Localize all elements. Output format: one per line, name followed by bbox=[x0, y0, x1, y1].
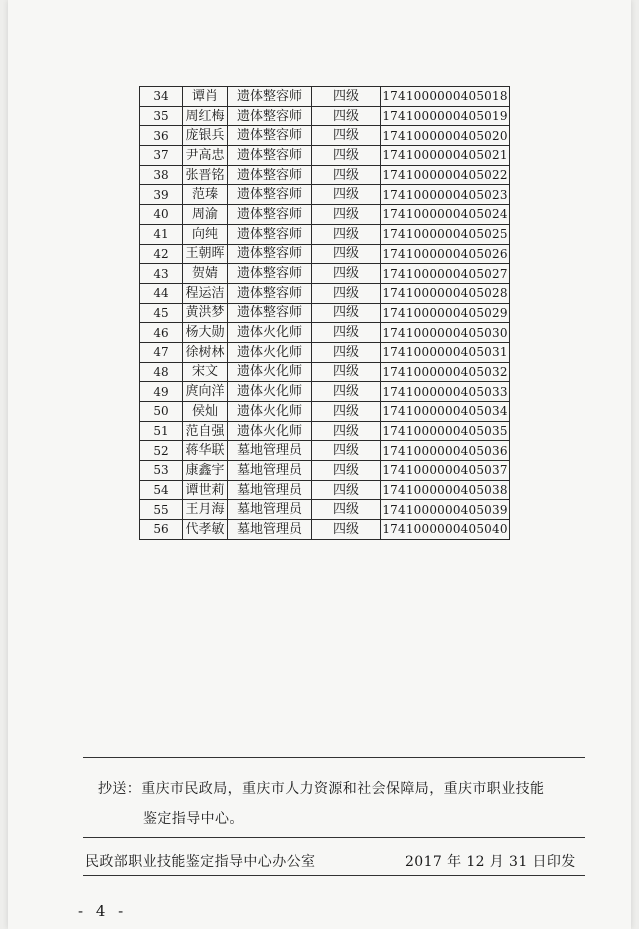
table-row bbox=[140, 205, 510, 225]
skill-level-cell: 四级 bbox=[312, 244, 381, 264]
skill-level-cell: 四级 bbox=[312, 303, 381, 323]
certificate-number-cell: 1741000000405035 bbox=[381, 421, 510, 441]
person-name-cell: 侯灿 bbox=[183, 402, 228, 422]
job-title-cell: 墓地管理员 bbox=[228, 461, 312, 481]
skill-level-cell: 四级 bbox=[312, 480, 381, 500]
skill-level-cell: 四级 bbox=[312, 224, 381, 244]
skill-level-cell: 四级 bbox=[312, 461, 381, 481]
skill-level-cell: 四级 bbox=[312, 362, 381, 382]
person-name-cell: 徐树林 bbox=[183, 342, 228, 362]
certificate-number-cell: 1741000000405036 bbox=[381, 441, 510, 461]
certificate-number-cell: 1741000000405029 bbox=[381, 303, 510, 323]
table-row bbox=[140, 480, 510, 500]
person-name-cell: 尹高忠 bbox=[183, 146, 228, 166]
table-row bbox=[140, 421, 510, 441]
certificate-table bbox=[139, 86, 510, 540]
skill-level-cell: 四级 bbox=[312, 185, 381, 205]
issuer-office: 民政部职业技能鉴定指导中心办公室 bbox=[85, 854, 316, 870]
job-title-cell: 遗体火化师 bbox=[228, 342, 312, 362]
person-name-cell: 谭肖 bbox=[183, 87, 228, 107]
person-name-cell: 王朝晖 bbox=[183, 244, 228, 264]
skill-level-cell: 四级 bbox=[312, 342, 381, 362]
table-row bbox=[140, 520, 510, 540]
row-number-cell: 51 bbox=[140, 421, 183, 441]
row-number-cell: 40 bbox=[140, 205, 183, 225]
table-row bbox=[140, 323, 510, 343]
row-number-cell: 56 bbox=[140, 520, 183, 540]
certificate-number-cell: 1741000000405022 bbox=[381, 165, 510, 185]
person-name-cell: 王月海 bbox=[183, 500, 228, 520]
row-number-cell: 50 bbox=[140, 402, 183, 422]
job-title-cell: 遗体整容师 bbox=[228, 106, 312, 126]
table-row bbox=[140, 500, 510, 520]
row-number-cell: 42 bbox=[140, 244, 183, 264]
issue-date: 2017 年 12 月 31 日印发 bbox=[405, 854, 576, 870]
skill-level-cell: 四级 bbox=[312, 382, 381, 402]
skill-level-cell: 四级 bbox=[312, 500, 381, 520]
person-name-cell: 宋文 bbox=[183, 362, 228, 382]
skill-level-cell: 四级 bbox=[312, 165, 381, 185]
skill-level-cell: 四级 bbox=[312, 264, 381, 284]
person-name-cell: 谭世莉 bbox=[183, 480, 228, 500]
certificate-number-cell: 1741000000405034 bbox=[381, 402, 510, 422]
job-title-cell: 遗体整容师 bbox=[228, 146, 312, 166]
job-title-cell: 遗体整容师 bbox=[228, 165, 312, 185]
table-row bbox=[140, 165, 510, 185]
certificate-number-cell: 1741000000405020 bbox=[381, 126, 510, 146]
row-number-cell: 55 bbox=[140, 500, 183, 520]
skill-level-cell: 四级 bbox=[312, 520, 381, 540]
cc-line-2: 鉴定指导中心。 bbox=[143, 811, 244, 827]
job-title-cell: 遗体整容师 bbox=[228, 283, 312, 303]
row-number-cell: 38 bbox=[140, 165, 183, 185]
certificate-number-cell: 1741000000405039 bbox=[381, 500, 510, 520]
job-title-cell: 遗体整容师 bbox=[228, 87, 312, 107]
row-number-cell: 34 bbox=[140, 87, 183, 107]
job-title-cell: 遗体整容师 bbox=[228, 224, 312, 244]
certificate-number-cell: 1741000000405027 bbox=[381, 264, 510, 284]
job-title-cell: 墓地管理员 bbox=[228, 441, 312, 461]
skill-level-cell: 四级 bbox=[312, 87, 381, 107]
job-title-cell: 遗体整容师 bbox=[228, 264, 312, 284]
person-name-cell: 向纯 bbox=[183, 224, 228, 244]
divider-bottom bbox=[83, 875, 585, 876]
table-row bbox=[140, 382, 510, 402]
person-name-cell: 范瑧 bbox=[183, 185, 228, 205]
certificate-number-cell: 1741000000405023 bbox=[381, 185, 510, 205]
cc-line-1: 抄送：重庆市民政局，重庆市人力资源和社会保障局，重庆市职业技能 bbox=[98, 781, 545, 797]
person-name-cell: 杨大勋 bbox=[183, 323, 228, 343]
certificate-number-cell: 1741000000405030 bbox=[381, 323, 510, 343]
person-name-cell: 庹向洋 bbox=[183, 382, 228, 402]
person-name-cell: 黄洪梦 bbox=[183, 303, 228, 323]
row-number-cell: 45 bbox=[140, 303, 183, 323]
row-number-cell: 48 bbox=[140, 362, 183, 382]
certificate-number-cell: 1741000000405033 bbox=[381, 382, 510, 402]
job-title-cell: 遗体整容师 bbox=[228, 185, 312, 205]
page-number: - 4 - bbox=[78, 902, 128, 920]
table-row bbox=[140, 402, 510, 422]
job-title-cell: 遗体整容师 bbox=[228, 303, 312, 323]
job-title-cell: 遗体整容师 bbox=[228, 244, 312, 264]
skill-level-cell: 四级 bbox=[312, 402, 381, 422]
row-number-cell: 39 bbox=[140, 185, 183, 205]
table-row bbox=[140, 146, 510, 166]
person-name-cell: 代孝敏 bbox=[183, 520, 228, 540]
person-name-cell: 周渝 bbox=[183, 205, 228, 225]
person-name-cell: 程运洁 bbox=[183, 283, 228, 303]
job-title-cell: 遗体火化师 bbox=[228, 362, 312, 382]
table-row bbox=[140, 441, 510, 461]
skill-level-cell: 四级 bbox=[312, 441, 381, 461]
job-title-cell: 墓地管理员 bbox=[228, 480, 312, 500]
row-number-cell: 36 bbox=[140, 126, 183, 146]
certificate-number-cell: 1741000000405038 bbox=[381, 480, 510, 500]
job-title-cell: 遗体火化师 bbox=[228, 421, 312, 441]
row-number-cell: 49 bbox=[140, 382, 183, 402]
skill-level-cell: 四级 bbox=[312, 106, 381, 126]
table-row bbox=[140, 126, 510, 146]
table-row bbox=[140, 461, 510, 481]
row-number-cell: 44 bbox=[140, 283, 183, 303]
document-page bbox=[8, 0, 631, 929]
table-body bbox=[140, 87, 510, 540]
table-row bbox=[140, 87, 510, 107]
person-name-cell: 蒋华联 bbox=[183, 441, 228, 461]
person-name-cell: 康鑫宇 bbox=[183, 461, 228, 481]
certificate-number-cell: 1741000000405032 bbox=[381, 362, 510, 382]
skill-level-cell: 四级 bbox=[312, 421, 381, 441]
certificate-number-cell: 1741000000405021 bbox=[381, 146, 510, 166]
job-title-cell: 遗体火化师 bbox=[228, 323, 312, 343]
row-number-cell: 43 bbox=[140, 264, 183, 284]
row-number-cell: 47 bbox=[140, 342, 183, 362]
divider-middle bbox=[83, 837, 585, 838]
job-title-cell: 遗体火化师 bbox=[228, 402, 312, 422]
row-number-cell: 46 bbox=[140, 323, 183, 343]
certificate-number-cell: 1741000000405018 bbox=[381, 87, 510, 107]
job-title-cell: 遗体整容师 bbox=[228, 126, 312, 146]
row-number-cell: 52 bbox=[140, 441, 183, 461]
job-title-cell: 遗体火化师 bbox=[228, 382, 312, 402]
skill-level-cell: 四级 bbox=[312, 146, 381, 166]
skill-level-cell: 四级 bbox=[312, 323, 381, 343]
person-name-cell: 范自强 bbox=[183, 421, 228, 441]
certificate-number-cell: 1741000000405019 bbox=[381, 106, 510, 126]
certificate-number-cell: 1741000000405031 bbox=[381, 342, 510, 362]
row-number-cell: 54 bbox=[140, 480, 183, 500]
divider-top bbox=[83, 757, 585, 758]
skill-level-cell: 四级 bbox=[312, 126, 381, 146]
table-row bbox=[140, 303, 510, 323]
certificate-number-cell: 1741000000405024 bbox=[381, 205, 510, 225]
job-title-cell: 墓地管理员 bbox=[228, 520, 312, 540]
person-name-cell: 张晋铭 bbox=[183, 165, 228, 185]
row-number-cell: 41 bbox=[140, 224, 183, 244]
certificate-number-cell: 1741000000405026 bbox=[381, 244, 510, 264]
job-title-cell: 遗体整容师 bbox=[228, 205, 312, 225]
table-row bbox=[140, 185, 510, 205]
skill-level-cell: 四级 bbox=[312, 283, 381, 303]
person-name-cell: 贺婧 bbox=[183, 264, 228, 284]
table-row bbox=[140, 362, 510, 382]
person-name-cell: 周红梅 bbox=[183, 106, 228, 126]
certificate-number-cell: 1741000000405040 bbox=[381, 520, 510, 540]
certificate-number-cell: 1741000000405028 bbox=[381, 283, 510, 303]
certificate-number-cell: 1741000000405037 bbox=[381, 461, 510, 481]
row-number-cell: 53 bbox=[140, 461, 183, 481]
table-row bbox=[140, 283, 510, 303]
row-number-cell: 37 bbox=[140, 146, 183, 166]
table-row bbox=[140, 264, 510, 284]
table-row bbox=[140, 106, 510, 126]
table-row bbox=[140, 244, 510, 264]
person-name-cell: 庞银兵 bbox=[183, 126, 228, 146]
skill-level-cell: 四级 bbox=[312, 205, 381, 225]
job-title-cell: 墓地管理员 bbox=[228, 500, 312, 520]
table-row bbox=[140, 224, 510, 244]
table-row bbox=[140, 342, 510, 362]
row-number-cell: 35 bbox=[140, 106, 183, 126]
certificate-number-cell: 1741000000405025 bbox=[381, 224, 510, 244]
